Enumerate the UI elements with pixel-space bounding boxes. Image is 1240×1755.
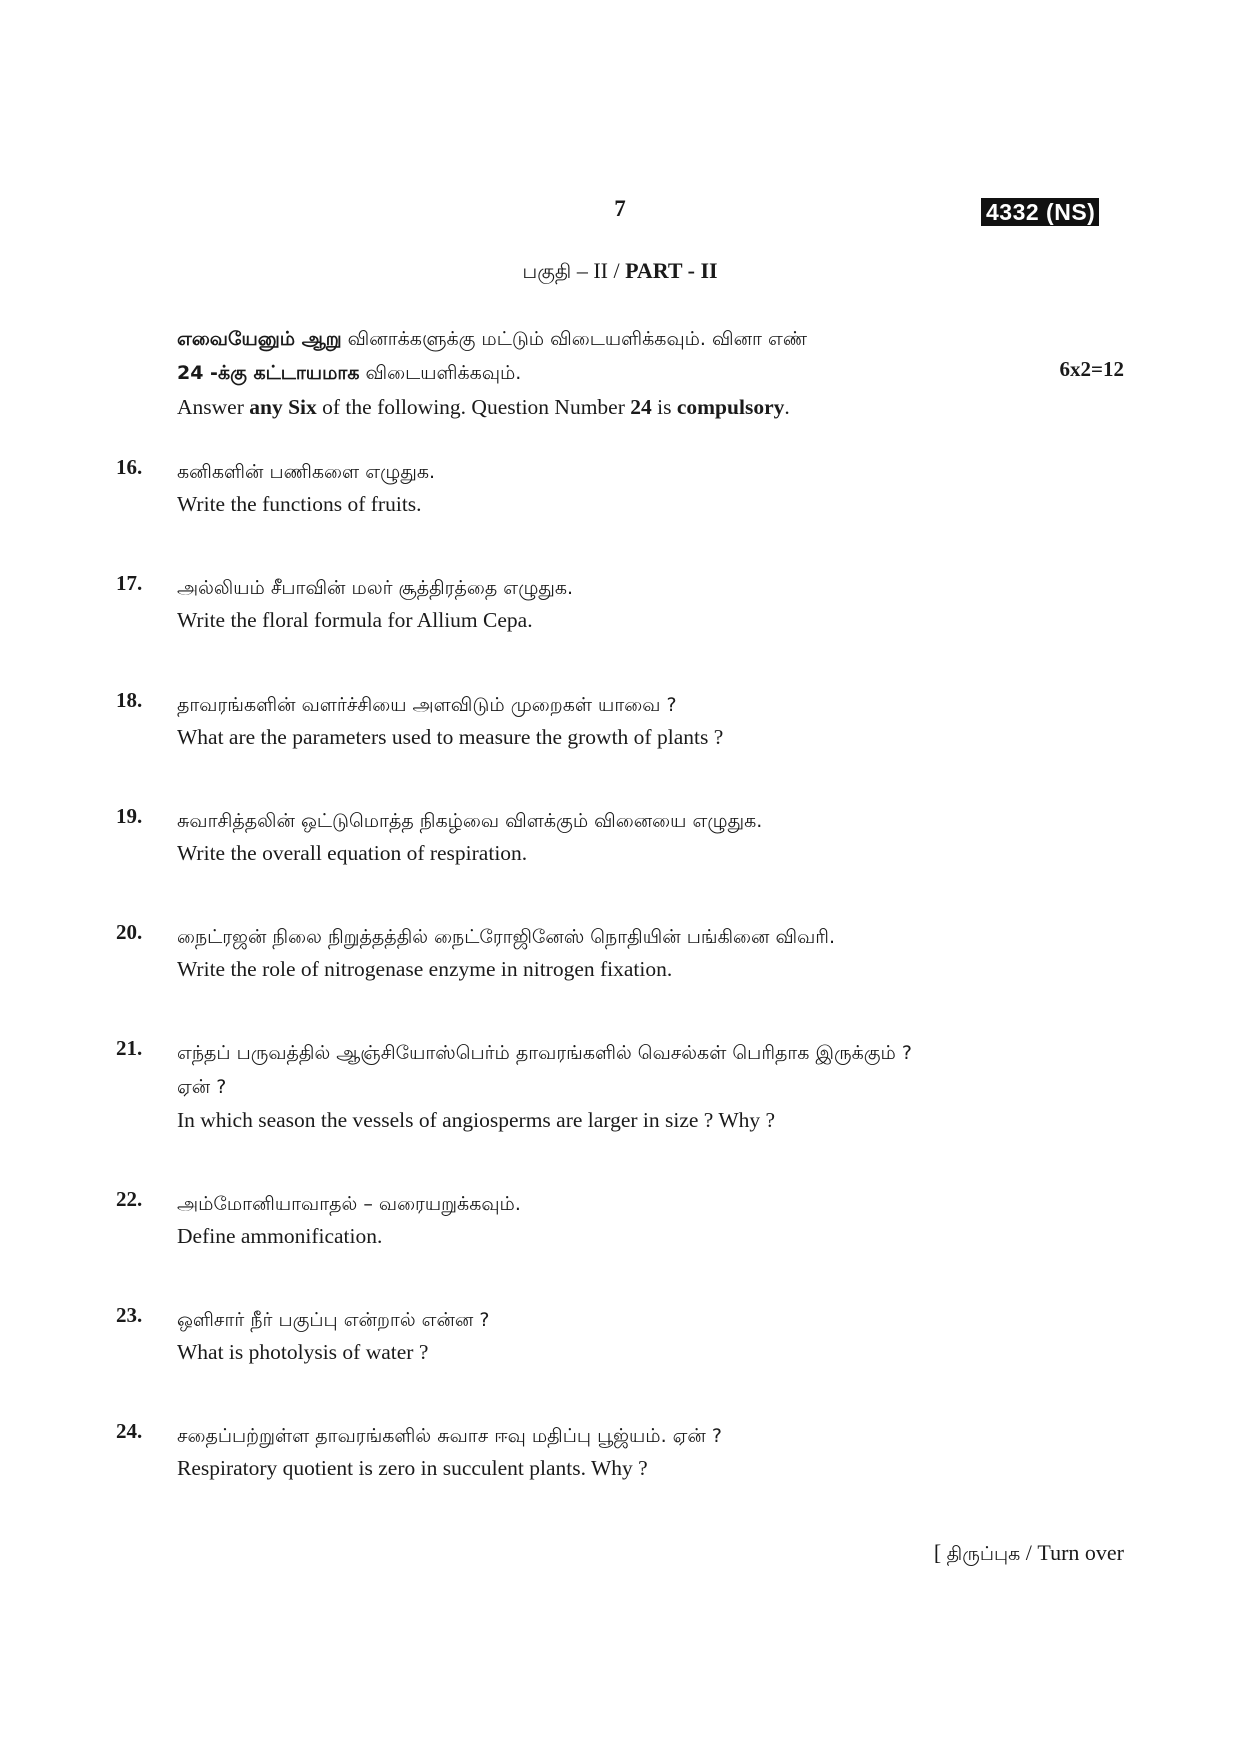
instructions-tamil-line-1 [177, 322, 1127, 356]
question-text-tamil: தாவரங்களின் வளர்ச்சியை அளவிடும் முறைகள் யாவை ? [177, 694, 677, 716]
question-text-english: Write the functions of fruits. [177, 492, 422, 516]
question-text-tamil [177, 1036, 1127, 1104]
question-number: 21. [116, 1036, 143, 1060]
question-number: 16. [116, 455, 143, 479]
part-title-tamil: பகுதி [522, 259, 572, 283]
question-number: 24. [116, 1419, 143, 1443]
turn-over-note [700, 1540, 1124, 1568]
turn-over-english: Turn over [1037, 1540, 1124, 1565]
question-text-tamil: அம்மோனியாவாதல் – வரையறுக்கவும். [177, 1193, 521, 1215]
turn-over-tamil: திருப்புக [946, 1543, 1021, 1565]
instructions-tamil-bold-2: 24 -க்கு கட்டாயமாக [177, 362, 360, 384]
question-text-english: Define ammonification. [177, 1224, 383, 1248]
instructions-english-text-2: of the following. Question Number [316, 395, 631, 419]
question-number: 18. [116, 688, 143, 712]
question-text-tamil: நைட்ரஜன் நிலை நிறுத்தத்தில் நைட்ரோஜினேஸ் நொதியின் பங்கினை விவரி. [177, 926, 836, 948]
paper-code-badge: 4332 (NS) [981, 198, 1099, 226]
page-number: 7 [614, 196, 626, 221]
question-text-tamil-line-2: ஏன் ? [177, 1076, 227, 1098]
question-number: 22. [116, 1187, 143, 1211]
question-text-english: What are the parameters used to measure the growth of plants ? [177, 725, 724, 749]
turn-over-bracket: [ [933, 1540, 947, 1565]
instructions-english-text-1: Answer [177, 395, 250, 419]
marks-allocation: 6x2=12 [1059, 357, 1124, 381]
instructions-english-text-3: is [651, 395, 677, 419]
instructions-english [177, 395, 1127, 420]
part-title-english: PART - II [625, 258, 718, 283]
question-number: 23. [116, 1303, 143, 1327]
part-title-separator: – II / [571, 258, 626, 283]
instructions-tamil-text-1: வினாக்களுக்கு மட்டும் விடையளிக்கவும். வினா எண் [341, 328, 808, 350]
question-number: 17. [116, 571, 143, 595]
instructions-english-bold-2: 24 [630, 395, 652, 419]
instructions-english-bold-3: compulsory [676, 395, 785, 419]
instructions-tamil [177, 322, 1127, 390]
turn-over-separator: / [1020, 1540, 1038, 1565]
question-text-english: In which season the vessels of angiosperms are larger in size ? Why ? [177, 1108, 776, 1132]
instructions-tamil-bold-1: எவையேனும் ஆறு [177, 328, 342, 350]
instructions-english-text-4: . [784, 395, 790, 419]
instructions-tamil-text-2: விடையளிக்கவும். [359, 362, 522, 384]
instructions-english-bold-1: any Six [249, 395, 317, 419]
question-number: 19. [116, 804, 143, 828]
instructions-tamil-line-2 [177, 356, 1127, 390]
part-title [0, 258, 1240, 286]
question-text-tamil: கனிகளின் பணிகளை எழுதுக. [177, 461, 436, 483]
question-number: 20. [116, 920, 143, 944]
question-text-english: Write the floral formula for Allium Cepa. [177, 608, 533, 632]
question-text-tamil: சுவாசித்தலின் ஒட்டுமொத்த நிகழ்வை விளக்கும் வினையை எழுதுக. [177, 810, 763, 832]
question-text-tamil: சதைப்பற்றுள்ள தாவரங்களில் சுவாச ஈவு மதிப்பு பூஜ்யம். ஏன் ? [177, 1425, 722, 1447]
question-text-english: What is photolysis of water ? [177, 1340, 429, 1364]
question-text-tamil: ஒளிசார் நீர் பகுப்பு என்றால் என்ன ? [177, 1309, 490, 1331]
question-text-tamil-line-1: எந்தப் பருவத்தில் ஆஞ்சியோஸ்பெர்ம் தாவரங்களில் வெசல்கள் பெரிதாக இருக்கும் ? [177, 1042, 912, 1064]
question-text-english: Write the overall equation of respiration. [177, 841, 528, 865]
question-text-english: Write the role of nitrogenase enzyme in nitrogen fixation. [177, 957, 673, 981]
question-text-tamil: அல்லியம் சீபாவின் மலர் சூத்திரத்தை எழுதுக. [177, 577, 574, 599]
question-text-english: Respiratory quotient is zero in succulent plants. Why ? [177, 1456, 648, 1480]
